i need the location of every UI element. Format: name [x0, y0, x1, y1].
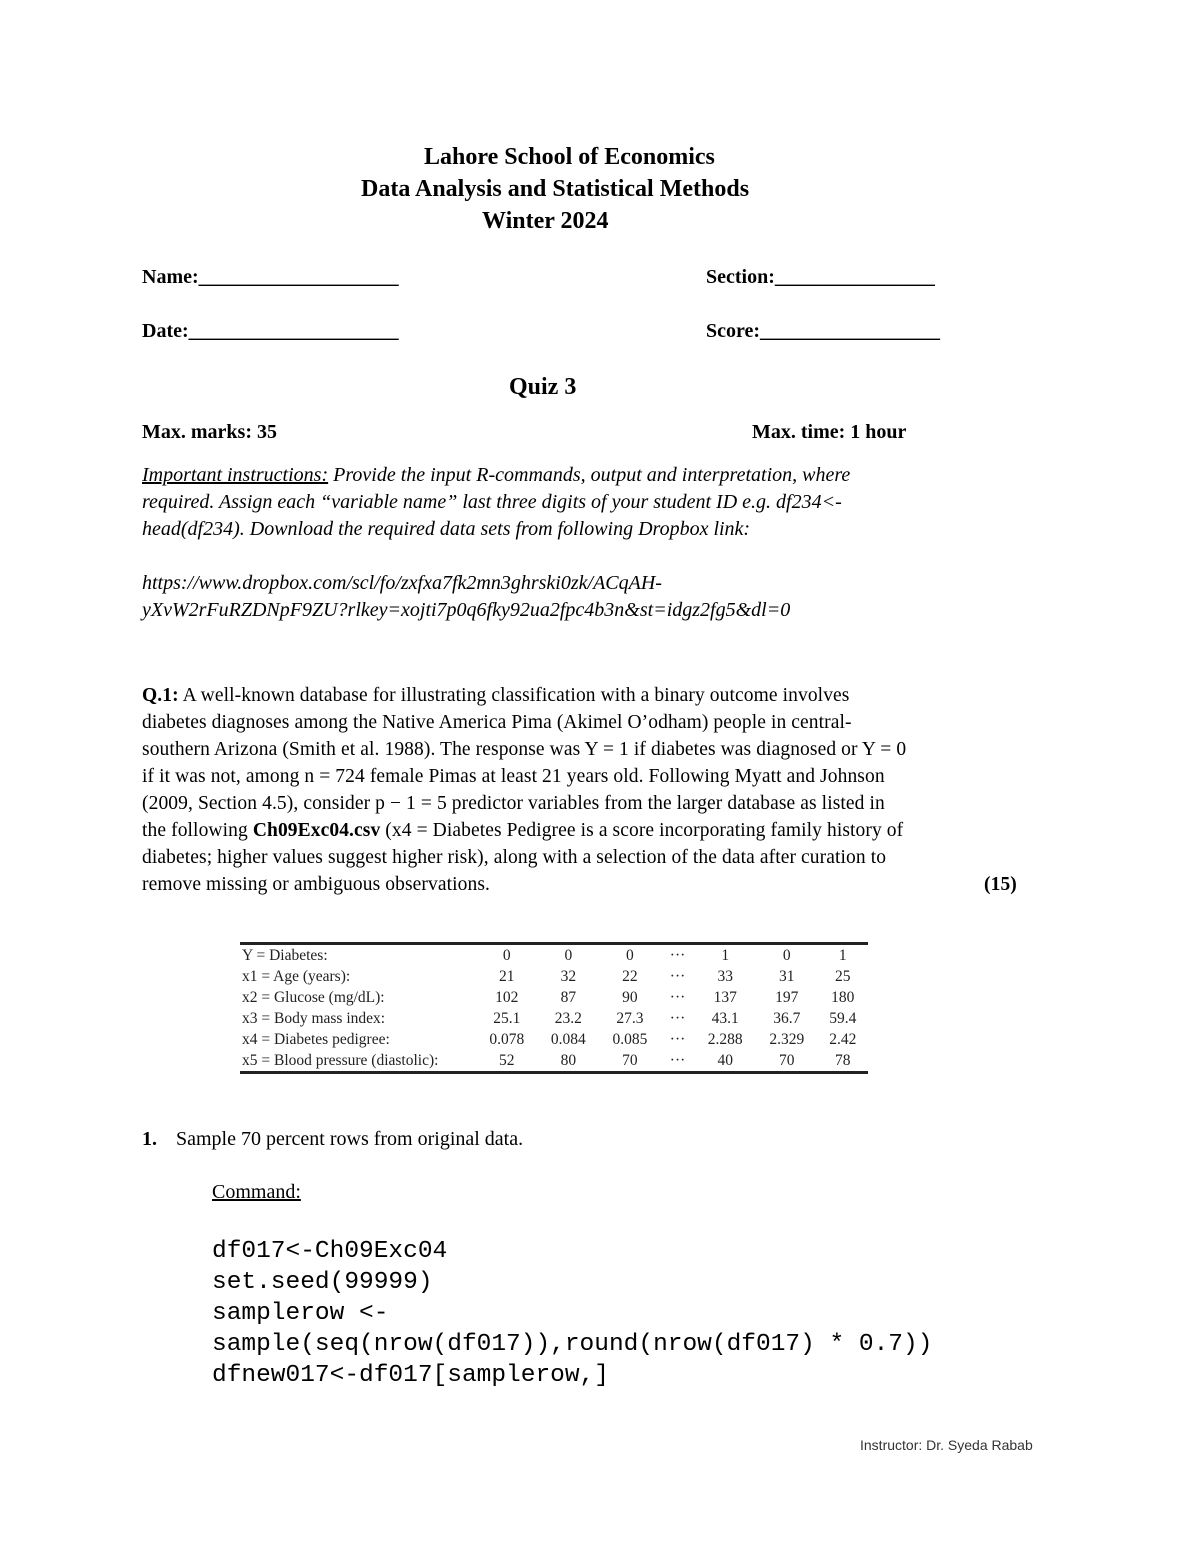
table-cell: ···: [669, 988, 686, 1006]
table-cell: 22: [622, 967, 638, 985]
instructions-text: Provide the input R-commands, output and interpretation, where: [328, 464, 851, 486]
q1-line-4: if it was not, among n = 724 female Pimas at least 21 years old. Following Myatt and Johnson: [142, 766, 885, 787]
dropbox-link-1[interactable]: https://www.dropbox.com/scl/fo/zxfxa7fk2mn3ghrski0zk/ACqAH-: [142, 572, 662, 594]
table-cell: 0: [502, 946, 511, 964]
table-cell: ···: [669, 967, 686, 985]
instructions-line-2: required. Assign each “variable name” last three digits of your student ID e.g. df234<-: [142, 491, 842, 513]
table-cell: 0.078: [489, 1030, 525, 1048]
table-cell: 70: [622, 1051, 638, 1069]
code-line: set.seed(99999): [212, 1269, 433, 1296]
row-label: Y = Diabetes:: [242, 946, 328, 964]
row-label: x1 = Age (years):: [242, 967, 351, 985]
table-cell: 137: [713, 988, 737, 1006]
quiz-title: Quiz 3: [509, 374, 577, 400]
code-line: df017<-Ch09Exc04: [212, 1238, 448, 1265]
table-cell: 1: [838, 946, 847, 964]
table-cell: 90: [622, 988, 638, 1006]
table-cell: 32: [560, 967, 577, 985]
score-field: Score:__________________: [706, 320, 941, 342]
table-cell: 197: [775, 988, 799, 1006]
instructions-line-1: [142, 464, 850, 487]
row-label: x3 = Body mass index:: [242, 1009, 386, 1027]
table-cell: 36.7: [773, 1009, 801, 1027]
max-marks: Max. marks: 35: [142, 421, 277, 443]
data-table: [240, 942, 868, 1074]
table-cell: 180: [831, 988, 855, 1006]
table-row: [240, 1008, 868, 1029]
q1-line-3: southern Arizona (Smith et al. 1988). The response was Y = 1 if diabetes was diagnosed or Y = 0: [142, 739, 907, 760]
section-field: Section:________________: [706, 266, 935, 288]
table-cell: 2.288: [707, 1030, 743, 1048]
table-row: [240, 1050, 868, 1073]
max-time: Max. time: 1 hour: [752, 421, 907, 443]
table-cell: 33: [717, 967, 733, 985]
q1-marks: (15): [984, 874, 1017, 895]
q1-line-6-post: (x4 = Diabetes Pedigree is a score incorporating family history of: [380, 820, 904, 841]
q1-line-1: [142, 685, 850, 707]
table-cell: 102: [495, 988, 519, 1006]
row-label: x5 = Blood pressure (diastolic):: [242, 1051, 439, 1069]
table-cell: 59.4: [829, 1009, 857, 1027]
table-row: [240, 987, 868, 1008]
q1-line-2: diabetes diagnoses among the Native America Pima (Akimel O’odham) people in central-: [142, 712, 852, 733]
table-cell: 0.085: [612, 1030, 648, 1048]
instructions-line-3: head(df234). Download the required data sets from following Dropbox link:: [142, 518, 751, 540]
table-row: [240, 966, 868, 987]
table-cell: 0: [564, 946, 573, 964]
code-line: samplerow <-: [212, 1300, 389, 1327]
term: Winter 2024: [482, 208, 609, 234]
table-cell: ···: [669, 1009, 686, 1027]
date-field: Date:_____________________: [142, 320, 399, 342]
table-cell: 0: [626, 946, 634, 964]
table-cell: 25.1: [493, 1009, 521, 1027]
code-line: sample(seq(nrow(df017)),round(nrow(df017) * 0.7)): [212, 1331, 933, 1358]
q1-label: Q.1:: [142, 685, 179, 706]
task-1-number: 1.: [142, 1128, 157, 1150]
table-cell: 1: [721, 946, 730, 964]
q1-line-5: (2009, Section 4.5), consider p − 1 = 5 predictor variables from the larger database as listed in: [142, 793, 885, 814]
q1-text: A well-known database for illustrating classification with a binary outcome involves: [178, 685, 850, 706]
table-cell: 31: [779, 967, 795, 985]
table-cell: ···: [669, 1051, 686, 1069]
table-cell: 2.42: [829, 1030, 857, 1048]
table-cell: 43.1: [711, 1009, 739, 1027]
table-cell: 0: [782, 946, 791, 964]
school-name: Lahore School of Economics: [424, 144, 715, 170]
table-cell: 70: [779, 1051, 795, 1069]
table-cell: 87: [560, 988, 577, 1006]
table-cell: 21: [499, 967, 515, 985]
row-label: x4 = Diabetes pedigree:: [242, 1030, 390, 1048]
q1-line-7: diabetes; higher values suggest higher risk), along with a selection of the data after curation to: [142, 847, 887, 868]
command-label: Command:: [212, 1181, 301, 1203]
course-title: Data Analysis and Statistical Methods: [361, 176, 750, 202]
instructions-label: Important instructions:: [142, 464, 329, 486]
q1-line-6: [142, 820, 903, 842]
q1-line-6-pre: the following: [142, 820, 253, 841]
table-cell: 2.329: [769, 1030, 805, 1048]
name-field: Name:____________________: [142, 266, 399, 288]
q1-line-8: remove missing or ambiguous observations.: [142, 874, 491, 895]
footer-instructor: Instructor: Dr. Syeda Rabab: [860, 1437, 1033, 1453]
dropbox-link-2[interactable]: yXvW2rFuRZDNpF9ZU?rlkey=xojti7p0q6fky92ua2fpc4b3n&st=idgz2fg5&dl=0: [142, 599, 791, 621]
table-cell: ···: [669, 946, 686, 964]
code-line: dfnew017<-df017[samplerow,]: [212, 1362, 609, 1389]
table-cell: 23.2: [554, 1009, 582, 1027]
row-label: x2 = Glucose (mg/dL):: [242, 988, 385, 1006]
table-cell: 27.3: [616, 1009, 644, 1027]
table-cell: ···: [669, 1030, 686, 1048]
data-file-name: Ch09Exc04.csv: [252, 820, 381, 841]
table-cell: 0.084: [550, 1030, 586, 1048]
table-cell: 80: [560, 1051, 577, 1069]
table-row: [240, 1029, 868, 1050]
table-cell: 52: [499, 1051, 515, 1069]
table-cell: 40: [717, 1051, 733, 1069]
table-cell: 25: [835, 967, 851, 985]
task-1-text: Sample 70 percent rows from original data.: [176, 1128, 524, 1150]
table-row: [240, 944, 868, 967]
table-cell: 78: [835, 1051, 851, 1069]
